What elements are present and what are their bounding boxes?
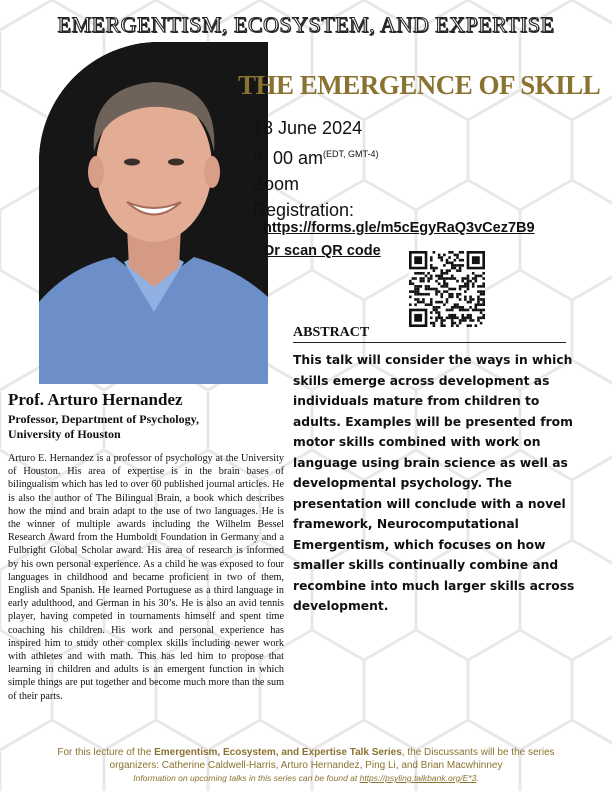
footer (40, 746, 572, 785)
abstract-heading: ABSTRACT (293, 325, 566, 343)
abstract-text: This talk will consider the ways in which skills emerge across development as individuals mature from children to adults. Examples will be presented from motor skills combined with work on language using brain science as well as developmental psychology. The presentation will conclude with a novel framework, Neurocomputational Emergentism, which focuses on how smaller skills continually combine and recombine into much larger skills across development. (293, 353, 575, 613)
footer-line1-pre: For this lecture of the (57, 747, 155, 758)
talk-title: THE EMERGENCE OF SKILL (238, 70, 601, 100)
footer-line3-post: . (476, 773, 479, 783)
event-location: Zoom (253, 174, 300, 194)
speaker-name: Prof. Arturo Hernandez (8, 390, 183, 409)
footer-line2: organizers: Catherine Caldwell-Harris, Arturo Hernandez, Ping Li, and Brian Macwhinney (109, 760, 503, 771)
event-date: 18 June 2024 (253, 118, 363, 138)
series-banner: EMERGENTISM, ECOSYSTEM, AND EXPERTISE (57, 12, 555, 37)
speaker-photo (39, 42, 268, 384)
speaker-title-line2: University of Houston (8, 427, 121, 441)
speaker-title-line1: Professor, Department of Psychology, (8, 412, 199, 426)
registration-label: Registration: (253, 200, 355, 220)
footer-talkbank-link[interactable]: https://psyling.talkbank.org/E*3 (359, 773, 477, 783)
footer-line3-pre: Information on upcoming talks in this series can be found at (133, 773, 360, 783)
speaker-title (8, 412, 268, 442)
speaker-bio: Arturo E. Hernandez is a professor of psychology at the University of Houston. His area of expertise is in the brain bases of bilingualism which has led to over 60 published journal articles. He is also the author of The Bilingual Brain, a book which describes how the mind and brain adapt to the use of two languages. He is the winner of multiple awards including the Wilhelm Bessel Research Award from the Humboldt Foundation in Germany and a Fulbright Global Scholar award. His area of research is informed by his own personal experience. As a child he was exposed to four languages in childhood and became proficient in two of them, English and Spanish. He learned Portuguese as a third language in early adulthood, and German in his 30’s. He is also an avid tennis player, having competed in tournaments himself and spent time coaching his children. His work and personal experience has inspired him to study other complex skills including newer work with athletes and with math. This has led him to propose that learning in children and adults is an emergent function in which simple things are put together and become much more than the sum of their parts. (8, 453, 284, 702)
footer-series-name: Emergentism, Ecosystem, and Expertise Talk Series (154, 747, 402, 758)
event-time: 9: 00 am (253, 148, 324, 168)
footer-line1-post: , the Discussants will be the series (401, 747, 555, 758)
qr-code[interactable] (409, 251, 485, 327)
event-details (253, 115, 379, 223)
event-time-line (253, 141, 379, 171)
qr-code-label: Or scan QR code (263, 243, 381, 259)
footer-line1 (40, 746, 572, 759)
registration-link[interactable]: https://forms.gle/m5cEgyRaQ3vCez7B9 (263, 220, 535, 236)
event-timezone: (EDT, GMT-4) (323, 149, 379, 159)
footer-line3 (40, 772, 572, 785)
